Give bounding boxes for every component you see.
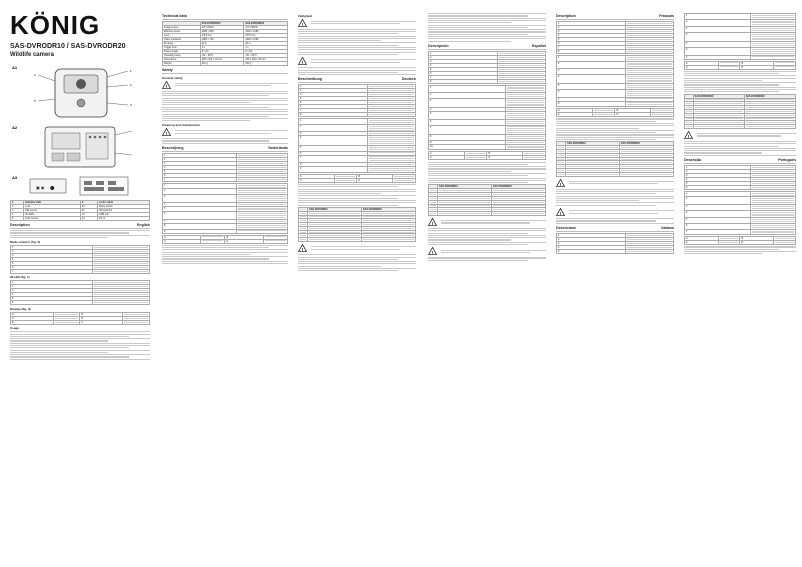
warning-icon xyxy=(684,131,693,139)
svg-text:3: 3 xyxy=(130,103,132,107)
warning-icon xyxy=(556,208,565,216)
svg-text:5: 5 xyxy=(34,99,36,103)
section-title: Descrizione Italiano xyxy=(556,225,674,230)
section-title: Descripción Español xyxy=(428,43,546,48)
camera-diagram-display xyxy=(10,173,150,199)
it-parts-table: 1 2 3 4 5 xyxy=(556,233,674,254)
mode-table: 1 2 3 4 5 6 7 xyxy=(10,245,150,274)
fr-spec-table: SAS-DVRODR10 SAS-DVRODR20 xyxy=(556,141,674,176)
parts-table: 1 Indicator LED 9 Lock / Latch 2 Lens 10 Mode switch 3 PIR sensor 11 SD card slot 4 IR LEDs 12 USB port 5 Light sensor 13 DC in xyxy=(10,200,150,221)
pt-display-table: A B C D xyxy=(684,236,796,245)
de-spec-table: SAS-DVRODR10 SAS-DVRODR20 xyxy=(298,207,416,242)
de-mode-table: 1 2 3 4 5 6 7 8 9 xyxy=(298,118,416,173)
es-spec-table: SAS-DVRODR10 SAS-DVRODR20 xyxy=(428,184,546,215)
fr-parts-table: 1 2 3 4 5 6 7 8 xyxy=(556,21,674,54)
camera-diagram-inside xyxy=(10,123,150,173)
warning-icon xyxy=(298,244,307,252)
svg-text:▣ ◉: ▣ ◉ xyxy=(36,185,45,190)
warning-block xyxy=(298,18,416,28)
column-francais xyxy=(556,12,674,255)
subheading: General safety xyxy=(162,75,183,80)
column-english-intro xyxy=(10,12,150,361)
spec-table: SAS-DVRODR10 SAS-DVRODR20 Image sensor 1/3" CMOS 1/3" CMOS Effective pixels 1280 x 960 1920 x 1080 Lens f=8.5 mm f=8.5 mm Video resolution 1280 x 720 1920 x 1080 IR range 20 m 20 m Trigger time 1 s 1 s Power supply 8 x AA 8 x AA Operating temp. -20 ~ 60°C -20 ~ 60°C Dimensions 135 x 102 x 70 mm 135 x 102 x 70 mm Weight 310 g 310 g xyxy=(162,21,288,66)
warning-icon xyxy=(298,57,307,65)
svg-text:!: ! xyxy=(559,181,562,187)
section-title: Technical data xyxy=(162,14,288,20)
warning-block xyxy=(428,217,546,227)
svg-text:!: ! xyxy=(165,130,168,136)
svg-text:!: ! xyxy=(301,21,304,27)
nl-parts-table: 1 2 3 4 5 6 7 xyxy=(162,153,288,182)
section-title: Beschreibung Deutsch xyxy=(298,77,416,82)
svg-text:!: ! xyxy=(165,83,168,89)
svg-text:4: 4 xyxy=(34,73,36,77)
svg-text:!: ! xyxy=(301,59,304,65)
warning-block xyxy=(298,243,416,253)
section-title: Description Français xyxy=(556,14,674,18)
svg-text:2: 2 xyxy=(130,83,132,87)
svg-text:!: ! xyxy=(431,250,434,256)
de-parts-table: 1 2 3 4 5 6 7 8 xyxy=(298,84,416,117)
section-title: Descrição Português xyxy=(684,157,796,162)
subheading: Cleaning and maintenance xyxy=(162,122,201,127)
subheading: Usage xyxy=(10,326,20,331)
warning-icon xyxy=(298,19,307,27)
warning-block xyxy=(684,130,796,140)
nl-mode-table: 1 2 3 4 5 6 7 8 9 xyxy=(162,183,288,234)
es-parts-table: 1 2 3 4 5 6 7 8 xyxy=(428,51,546,84)
it-spec-table: SAS-DVRODR10 SAS-DVRODR20 xyxy=(684,94,796,129)
section-title: Beschrijving Nederlands xyxy=(162,145,288,150)
subheading: Mode selector (fig. 2) xyxy=(10,239,41,244)
fig-label: A1 xyxy=(12,65,18,70)
camera-diagram-front xyxy=(10,61,150,123)
warning-block xyxy=(162,127,288,137)
it-display-table: A B C D xyxy=(684,61,796,70)
warning-icon xyxy=(428,247,437,255)
pt-mode-table: 1 2 3 4 5 6 7 xyxy=(684,191,796,235)
warning-block xyxy=(428,246,546,256)
brand-logo: KÖNIG xyxy=(10,10,101,40)
subheading: IR LED (fig. 1) xyxy=(10,275,30,280)
fig-label: A2 xyxy=(12,125,18,130)
model-number: SAS-DVRODR10 / SAS-DVRODR20 xyxy=(10,43,126,50)
it-mode-table: 1 2 3 4 5 6 7 xyxy=(684,13,796,60)
fr-display-table: A B C D xyxy=(556,108,674,117)
es-display-table: A B C D xyxy=(428,151,546,160)
svg-text:!: ! xyxy=(301,246,304,252)
column-english-specs xyxy=(162,12,288,265)
subheading: Veiligheid xyxy=(298,13,313,18)
de-display-table: A B C D xyxy=(298,174,416,183)
fig-label: A3 xyxy=(12,175,18,180)
svg-text:1: 1 xyxy=(130,69,132,73)
ir-table: 1 2 3 4 5 6 xyxy=(10,280,150,305)
column-deutsch xyxy=(298,12,416,272)
es-mode-table: 1 2 3 4 5 6 7 8 9 10 xyxy=(428,85,546,151)
svg-text:!: ! xyxy=(687,133,690,139)
column-portugues xyxy=(684,12,796,256)
column-espanol xyxy=(428,12,546,262)
warning-icon xyxy=(162,81,171,89)
section-title: Safety xyxy=(162,68,288,74)
section-title: Description English xyxy=(10,223,150,227)
nl-display-table: A B C D xyxy=(162,235,288,244)
warning-icon xyxy=(428,218,437,226)
warning-block xyxy=(556,178,674,188)
svg-text:!: ! xyxy=(559,210,562,216)
pt-parts-table: 1 2 3 4 5 6 xyxy=(684,165,796,190)
warning-icon xyxy=(162,128,171,136)
svg-text:!: ! xyxy=(431,220,434,226)
fr-mode-table: 1 2 3 4 5 6 7 8 xyxy=(556,55,674,107)
warning-block xyxy=(162,80,288,90)
subheading: Display (fig. 3) xyxy=(10,306,31,311)
display-table: A B C D E F xyxy=(10,312,150,325)
svg-text:⬤: ⬤ xyxy=(50,185,55,190)
product-subtitle: Wildlife camera xyxy=(10,52,54,58)
warning-block xyxy=(556,207,674,217)
warning-icon xyxy=(556,179,565,187)
warning-block xyxy=(298,56,416,66)
